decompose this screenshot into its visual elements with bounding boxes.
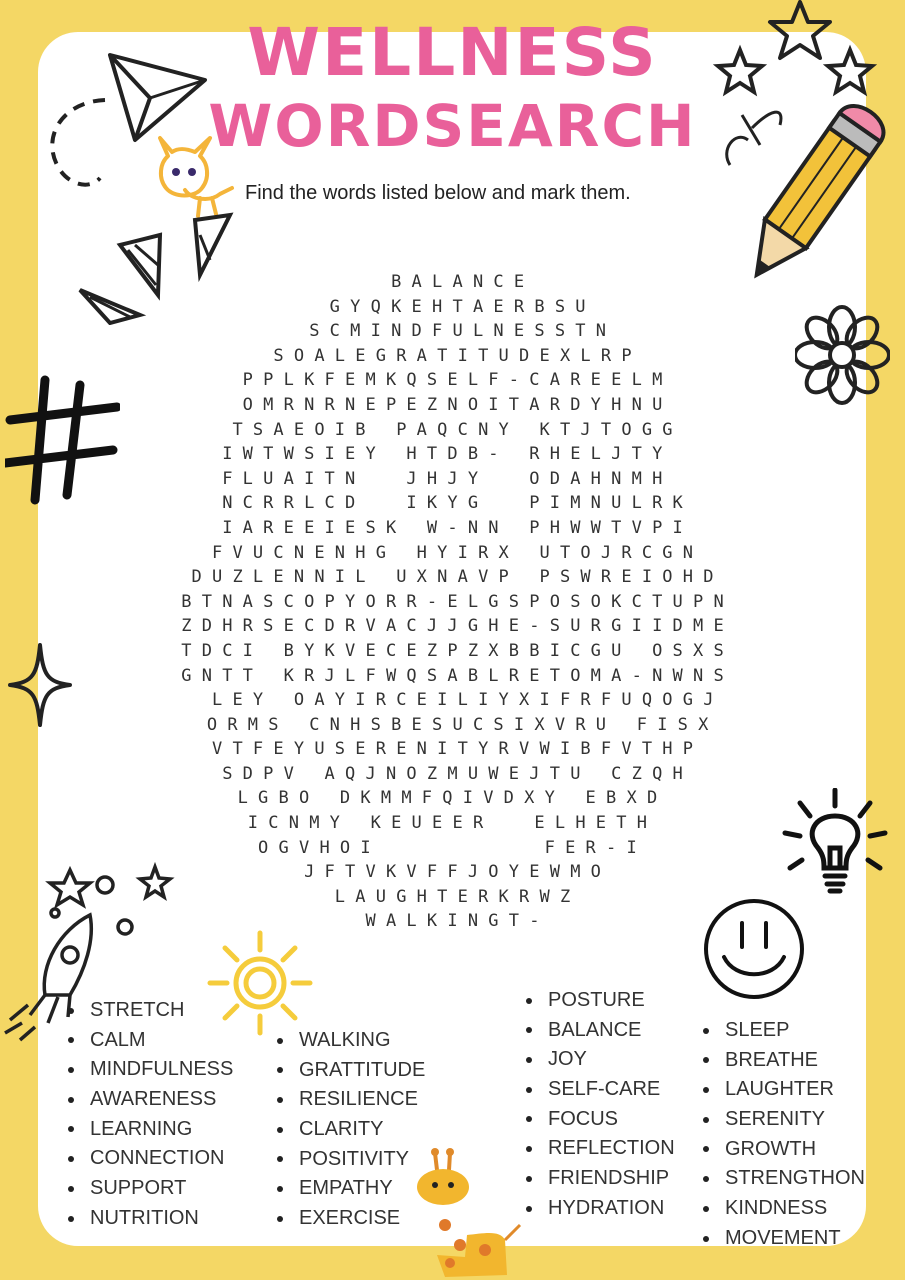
grid-row: L A U G H T E R K R W Z [211, 886, 694, 907]
grid-row: S O A L E G R A T I T U D E X L R P [242, 345, 663, 366]
word-list-item: SELF-CARE [526, 1075, 675, 1105]
rocket-icon [0, 855, 180, 1045]
grid-row: N C R R L C D I K Y G P I M N U L R K [222, 493, 683, 514]
word-list-item: BALANCE [526, 1016, 675, 1046]
word-list-item: POSTURE [526, 986, 675, 1016]
word-list-item: KINDNESS [703, 1194, 865, 1224]
grid-row: O M R N R N E P E Z N O I T A R D Y H N U [222, 394, 683, 415]
word-list-item: SUPPORT [68, 1174, 233, 1204]
grid-row: W A L K I N G T - [222, 911, 683, 932]
grid-row: V T F E Y U S E R E N I T Y R V W I B F V T H P [191, 739, 714, 760]
stars-pencil-icon [700, 0, 895, 290]
letter-grid [0, 270, 905, 934]
grid-row: Z D H R S E C D R V A C J J G H E - S U R G I I D M E [181, 616, 724, 637]
word-list-item: FRIENDSHIP [526, 1164, 675, 1194]
grid-row: G N T T K R J L F W Q S A B L R E T O M A - N W N S [181, 665, 724, 686]
word-list-item: NUTRITION [68, 1204, 233, 1234]
giraffe-icon [405, 1145, 525, 1280]
grid-row: I C N M Y K E U E E R E L H E T H [196, 813, 709, 834]
word-list-item: EXERCISE [277, 1204, 425, 1234]
word-list-item: REFLECTION [526, 1134, 675, 1164]
word-list-item: RESILIENCE [277, 1085, 425, 1115]
word-list-item: POSITIVITY [277, 1145, 425, 1175]
grid-row: S D P V A Q J N O Z M U W E J T U C Z Q H [191, 763, 714, 784]
word-list-item: GRATTITUDE [277, 1056, 425, 1086]
flower-icon [795, 305, 890, 405]
grid-row: O R M S C N H S B E S U C S I X V R U F I S X [186, 714, 719, 735]
word-list-item: FOCUS [526, 1105, 675, 1135]
grid-row: D U Z L E N N I L U X N A V P P S W R E I O H D [191, 567, 714, 588]
word-list-item: LAUGHTER [703, 1075, 865, 1105]
word-list-item: CALM [68, 1026, 233, 1056]
word-list-col-2 [277, 1026, 425, 1234]
word-list-item: LEARNING [68, 1115, 233, 1145]
hashtag-icon [5, 375, 120, 505]
grid-row: P P L K F E M K Q S E L F - C A R E E L M [222, 370, 683, 391]
word-list-item: CLARITY [277, 1115, 425, 1145]
grid-row: S C M I N D F U L N E S S T N [258, 321, 647, 342]
instructions: Find the words listed below and mark them. [245, 182, 631, 204]
sun-icon [205, 928, 315, 1038]
word-list-item: BREATHE [703, 1046, 865, 1076]
word-list-item: STRETCH [68, 996, 233, 1026]
grid-row: T S A E O I B P A Q C N Y K T J T O G G [222, 419, 683, 440]
grid-row: L E Y O A Y I R C E I L I Y X I F R F U Q O G J [191, 690, 714, 711]
title-line-2: WORDSEARCH [208, 92, 697, 160]
word-list-item: CONNECTION [68, 1144, 233, 1174]
grid-row: I W T W S I E Y H T D B - R H E L J T Y [222, 444, 683, 465]
word-list-item: MOVEMENT [703, 1224, 865, 1254]
lightbulb-icon [780, 788, 890, 898]
word-list-item: AWARENESS [68, 1085, 233, 1115]
word-list-item: STRENGTHON [703, 1164, 865, 1194]
word-list-item: JOY [526, 1045, 675, 1075]
word-list-item: SERENITY [703, 1105, 865, 1135]
grid-row: T D C I B Y K V E C E Z P Z X B B I C G U O S X S [181, 640, 724, 661]
grid-row: B A L A N C E [298, 272, 607, 292]
grid-row: F V U C N E N H G H Y I R X U T O J R C G N [211, 542, 694, 563]
sparkle-icon [5, 640, 75, 730]
word-list-item: WALKING [277, 1026, 425, 1056]
grid-row: O G V H O I F E R - I [196, 837, 709, 858]
word-list-item: MINDFULNESS [68, 1055, 233, 1085]
triangles-icon [70, 205, 240, 325]
word-list-item: EMPATHY [277, 1174, 425, 1204]
word-list-item: GROWTH [703, 1135, 865, 1165]
grid-row: I A R E E I E S K W - N N P H W W T V P I [222, 517, 683, 538]
word-list-col-3 [526, 986, 675, 1224]
word-list-col-4 [703, 1016, 865, 1254]
grid-row: G Y Q K E H T A E R B S U [268, 296, 637, 317]
grid-row: B T N A S C O P Y O R R - E L G S P O S O K C T U P N [181, 591, 724, 612]
word-list-item: HYDRATION [526, 1194, 675, 1224]
smiley-face-icon [700, 895, 808, 1003]
grid-row: L G B O D K M M F Q I V D X Y E B X D [196, 788, 709, 809]
title-line-1: WELLNESS [247, 14, 658, 91]
grid-row: F L U A I T N J H J Y O D A H N M H [222, 468, 683, 489]
grid-row: J F T V K V F F J O Y E W M O [201, 862, 704, 883]
word-list-item: SLEEP [703, 1016, 865, 1046]
